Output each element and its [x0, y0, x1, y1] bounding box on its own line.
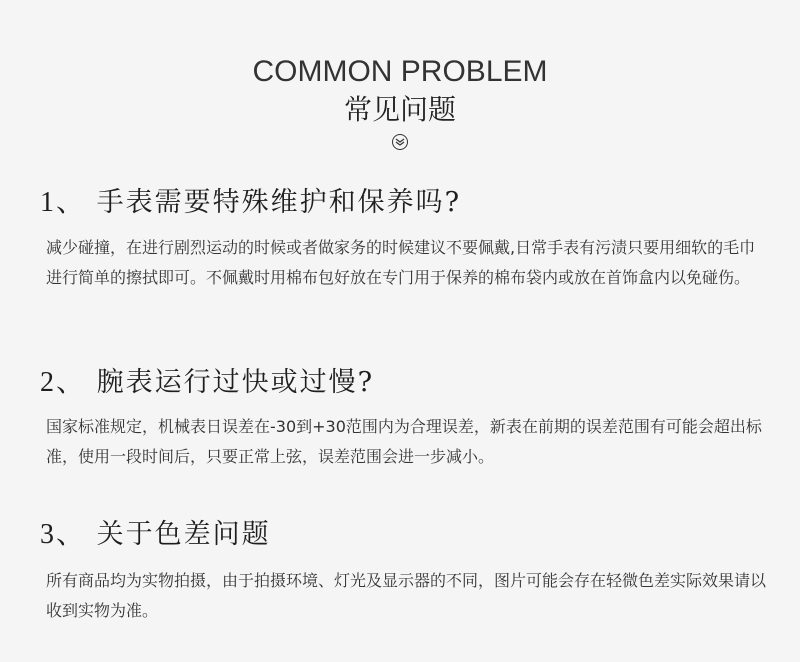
question-number: 1、: [40, 187, 87, 218]
faq-answer-2: 国家标准规定，机械表日误差在-30到+30范围内为合理误差，新表在前期的误差范围有可能会超出标准，使用一段时间后，只要正常上弦，误差范围会进一步减小。: [46, 417, 762, 466]
question-text: 腕表运行过快或过慢?: [96, 367, 375, 398]
faq-question-1: [40, 180, 461, 220]
faq-answer-1: 减少碰撞，在进行剧烈运动的时候或者做家务的时候建议不要佩戴,日常手表有污渍只要用细软的毛巾进行简单的擦拭即可。不佩戴时用棉布包好放在专门用于保养的棉布袋内或放在首饰盒内以免碰伤。: [46, 238, 756, 287]
faq-answer-3: 所有商品均为实物拍摄，由于拍摄环境、灯光及显示器的不同，图片可能会存在轻微色差实际效果请以收到实物为准。: [46, 571, 767, 620]
faq-header: [0, 52, 800, 154]
question-text: 手表需要特殊维护和保养吗?: [96, 187, 462, 218]
faq-question-3: [40, 512, 271, 552]
faq-question-2: [40, 360, 374, 400]
page-title-zh: 常见问题: [343, 93, 456, 126]
question-number: 3、: [40, 519, 87, 550]
question-text: 关于色差问题: [96, 519, 271, 550]
chevron-down-circle-icon: [392, 134, 408, 150]
page-title-en: COMMON PROBLEM: [252, 55, 548, 88]
question-number: 2、: [40, 367, 87, 398]
